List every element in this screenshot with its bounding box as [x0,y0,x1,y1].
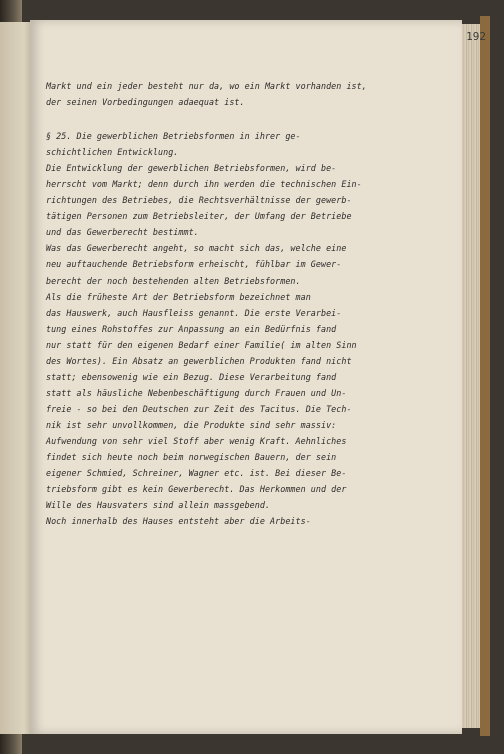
page-number: 192 [466,30,486,43]
text-line: Markt und ein jeder besteht nur da, wo ein Markt vorhanden ist, [46,81,367,91]
page-stack-edge [462,24,480,728]
text-line: freie - so bei den Deutschen zur Zeit des Tacitus. Die Tech- [46,403,352,414]
text-line: nur statt für den eigenen Bedarf einer Familie( im alten Sinn [46,339,357,350]
text-line: Aufwendung von sehr viel Stoff aber wenig Kraft. Aehnliches [46,435,347,446]
text-line: Als die früheste Art der Betriebsform bezeichnet man [46,291,311,302]
text-line: berecht der noch bestehenden alten Betriebsformen. [46,275,301,286]
typewritten-text [46,78,456,529]
text-line: neu auftauchende Betriebsform erheischt, fühlbar im Gewer- [46,259,342,270]
text-line: des Wortes). Ein Absatz an gewerblichen Produkten fand nicht [46,355,352,366]
facing-page-edge [0,22,34,734]
text-line: statt; ebensowenig wie ein Bezug. Diese Verarbeitung fand [46,371,337,382]
text-line: Was das Gewerberecht angeht, so macht sich das, welche eine [46,243,347,254]
book-cover-edge [480,16,490,736]
text-line: tung eines Rohstoffes zur Anpassung an ein Bedürfnis fand [46,323,337,334]
text-line: und das Gewerberecht bestimmt. [46,227,199,238]
text-line: findet sich heute noch beim norwegischen Bauern, der sein [46,452,337,463]
text-line [46,110,456,128]
text-line: Wille des Hausvaters sind allein massgebend. [46,500,271,511]
text-line: das Hauswerk, auch Hausfleiss genannt. Die erste Verarbei- [46,307,342,318]
section-heading-continued: schichtlichen Entwicklung. [46,147,179,158]
text-line: nik ist sehr unvollkommen, die Produkte sind sehr massiv: [46,419,337,430]
text-line: triebsform gibt es kein Gewerberecht. Das Herkommen und der [46,484,347,495]
text-line: richtungen des Betriebes, die Rechtsverhältnisse der gewerb- [46,195,352,206]
text-line: Die Entwicklung der gewerblichen Betriebsformen, wird be- [46,163,337,174]
text-line: herrscht vom Markt; denn durch ihn werden die technischen Ein- [46,179,362,190]
text-line: der seinen Vorbedingungen adaequat ist. [46,97,245,108]
text-line: tätigen Personen zum Betriebsleiter, der Umfang der Betriebe [46,211,352,222]
text-line: eigener Schmied, Schreiner, Wagner etc. ist. Bei dieser Be- [46,468,347,479]
section-heading: § 25. Die gewerblichen Betriebsformen in ihrer ge- [46,131,301,142]
text-line: statt als häusliche Nebenbeschäftigung durch Frauen und Un- [46,387,347,398]
text-line: Noch innerhalb des Hauses entsteht aber die Arbeits- [46,516,311,527]
